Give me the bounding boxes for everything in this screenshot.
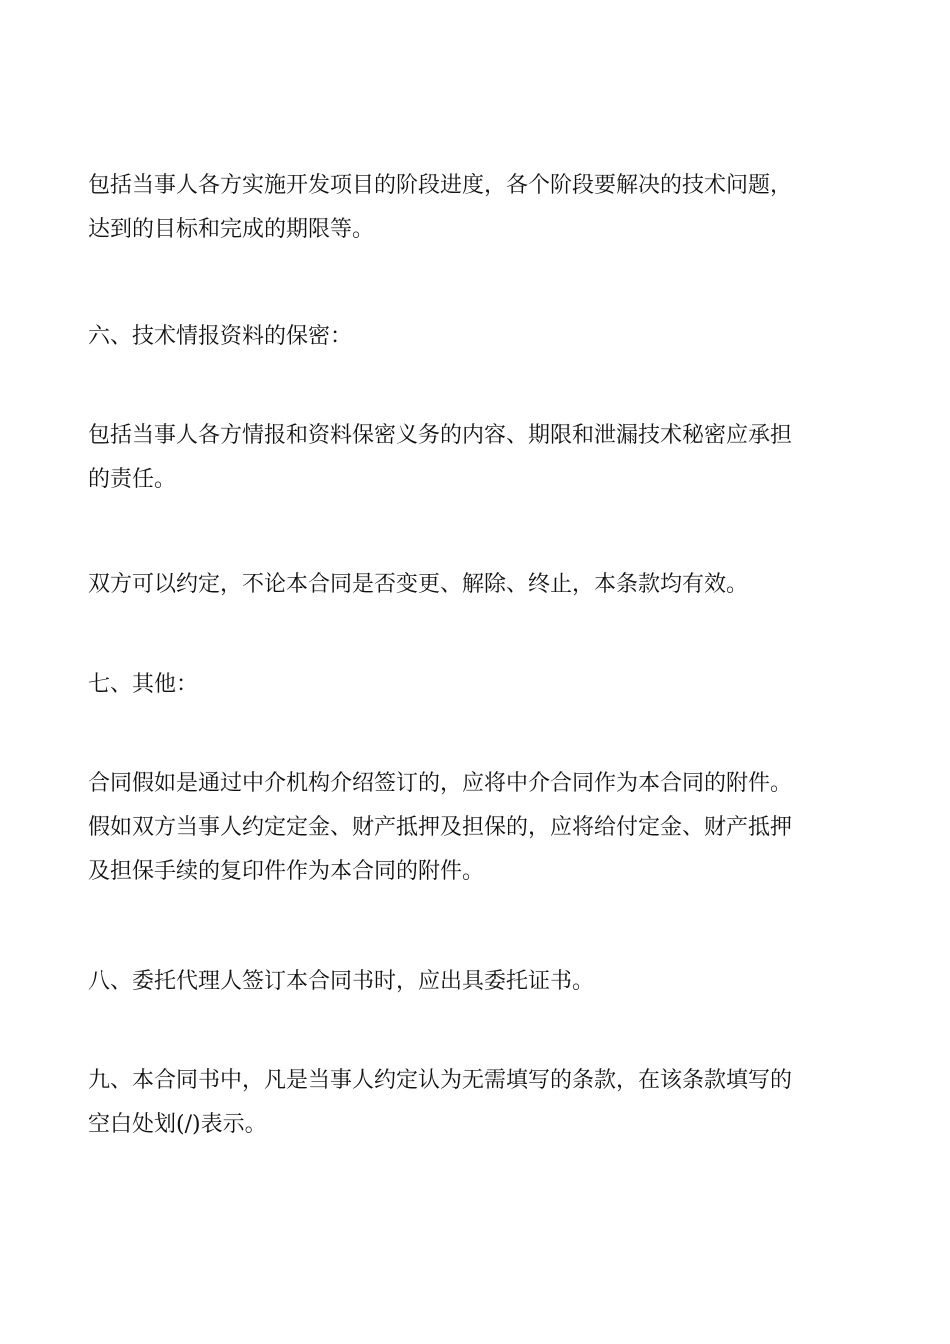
paragraph-development-schedule [88,164,868,252]
text-line: 包括当事人各方实施开发项目的阶段进度，各个阶段要解决的技术问题， [88,173,793,198]
text-line: 空白处划(/)表示。 [88,1112,267,1137]
paragraph-confidentiality-scope [88,414,868,502]
paragraph-attachments [88,762,868,894]
section-heading: 九、本合同书中，凡是当事人约定认为无需填写的条款，在该条款填写的 [88,1068,793,1093]
text-line: 假如双方当事人约定定金、财产抵押及担保的，应将给付定金、财产抵押 [88,815,793,840]
section-heading: 六、技术情报资料的保密： [88,324,353,349]
heading-confidentiality [88,315,868,359]
text-line: 合同假如是通过中介机构介绍签订的，应将中介合同作为本合同的附件。 [88,771,793,796]
text-line: 的责任。 [88,467,177,492]
section-heading: 七、其他： [88,672,199,697]
text-line: 及担保手续的复印件作为本合同的附件。 [88,859,485,884]
text-line: 包括当事人各方情报和资料保密义务的内容、期限和泄漏技术秘密应承担 [88,423,793,448]
heading-blank-fields [88,1059,868,1147]
paragraph-confidentiality-validity [88,563,868,607]
text-line: 双方可以约定，不论本合同是否变更、解除、终止，本条款均有效。 [88,572,749,597]
text-line: 达到的目标和完成的期限等。 [88,217,375,242]
heading-other [88,663,868,707]
heading-agent-authorization [88,960,868,1004]
section-heading: 八、委托代理人签订本合同书时，应出具委托证书。 [88,969,595,994]
